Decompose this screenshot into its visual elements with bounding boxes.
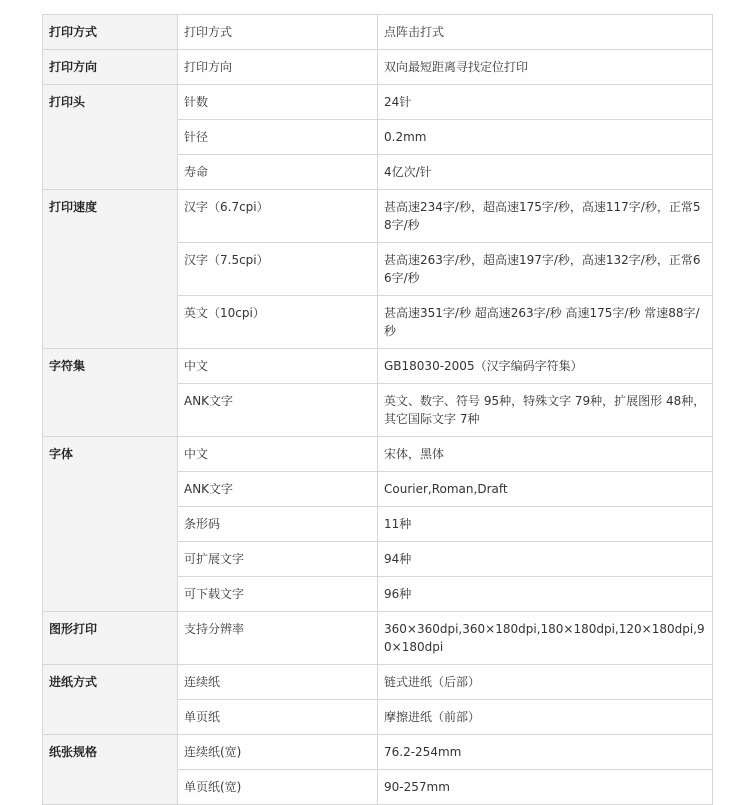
item-name-cell: 单页纸 xyxy=(178,700,378,735)
category-cell: 图形打印 xyxy=(43,612,178,665)
item-name-cell: 单页纸(宽) xyxy=(178,770,378,805)
table-row xyxy=(43,349,713,384)
item-value-cell: 甚高速263字/秒，超高速197字/秒，高速132字/秒，正常66字/秒 xyxy=(378,243,713,296)
category-cell: 字体 xyxy=(43,437,178,612)
item-name-cell: 汉字（6.7cpi） xyxy=(178,190,378,243)
item-name-cell: 中文 xyxy=(178,349,378,384)
item-value-cell: 360×360dpi,360×180dpi,180×180dpi,120×180dpi,90×180dpi xyxy=(378,612,713,665)
item-value-cell: 11种 xyxy=(378,507,713,542)
category-cell: 打印头 xyxy=(43,85,178,190)
item-value-cell: 4亿次/针 xyxy=(378,155,713,190)
category-cell: 进纸方式 xyxy=(43,665,178,735)
table-row xyxy=(43,85,713,120)
table-row xyxy=(43,15,713,50)
item-name-cell: 可下载文字 xyxy=(178,577,378,612)
item-name-cell: ANK文字 xyxy=(178,472,378,507)
item-name-cell: 英文（10cpi） xyxy=(178,296,378,349)
item-name-cell: ANK文字 xyxy=(178,384,378,437)
category-cell: 打印方向 xyxy=(43,50,178,85)
item-value-cell: 甚高速351字/秒 超高速263字/秒 高速175字/秒 常速88字/秒 xyxy=(378,296,713,349)
item-value-cell: 点阵击打式 xyxy=(378,15,713,50)
table-row xyxy=(43,190,713,243)
item-value-cell: Courier,Roman,Draft xyxy=(378,472,713,507)
item-value-cell: 宋体，黑体 xyxy=(378,437,713,472)
item-value-cell: GB18030-2005（汉字编码字符集） xyxy=(378,349,713,384)
item-value-cell: 90-257mm xyxy=(378,770,713,805)
spec-table-body xyxy=(43,15,713,805)
item-name-cell: 支持分辨率 xyxy=(178,612,378,665)
item-name-cell: 寿命 xyxy=(178,155,378,190)
item-name-cell: 中文 xyxy=(178,437,378,472)
item-name-cell: 条形码 xyxy=(178,507,378,542)
spec-table xyxy=(42,14,713,805)
category-cell: 纸张规格 xyxy=(43,735,178,805)
item-value-cell: 甚高速234字/秒，超高速175字/秒，高速117字/秒，正常58字/秒 xyxy=(378,190,713,243)
item-name-cell: 打印方向 xyxy=(178,50,378,85)
category-cell: 打印速度 xyxy=(43,190,178,349)
table-row xyxy=(43,612,713,665)
category-cell: 字符集 xyxy=(43,349,178,437)
table-row xyxy=(43,735,713,770)
item-value-cell: 摩擦进纸（前部） xyxy=(378,700,713,735)
item-name-cell: 汉字（7.5cpi） xyxy=(178,243,378,296)
table-row xyxy=(43,437,713,472)
item-value-cell: 英文、数字、符号 95种，特殊文字 79种，扩展图形 48种，其它国际文字 7种 xyxy=(378,384,713,437)
item-value-cell: 94种 xyxy=(378,542,713,577)
category-cell: 打印方式 xyxy=(43,15,178,50)
item-value-cell: 链式进纸（后部） xyxy=(378,665,713,700)
item-value-cell: 双向最短距离寻找定位打印 xyxy=(378,50,713,85)
item-name-cell: 打印方式 xyxy=(178,15,378,50)
table-row xyxy=(43,50,713,85)
item-name-cell: 针数 xyxy=(178,85,378,120)
item-value-cell: 76.2-254mm xyxy=(378,735,713,770)
item-name-cell: 可扩展文字 xyxy=(178,542,378,577)
item-name-cell: 连续纸(宽) xyxy=(178,735,378,770)
table-row xyxy=(43,665,713,700)
item-value-cell: 0.2mm xyxy=(378,120,713,155)
item-value-cell: 96种 xyxy=(378,577,713,612)
item-name-cell: 针径 xyxy=(178,120,378,155)
item-value-cell: 24针 xyxy=(378,85,713,120)
item-name-cell: 连续纸 xyxy=(178,665,378,700)
